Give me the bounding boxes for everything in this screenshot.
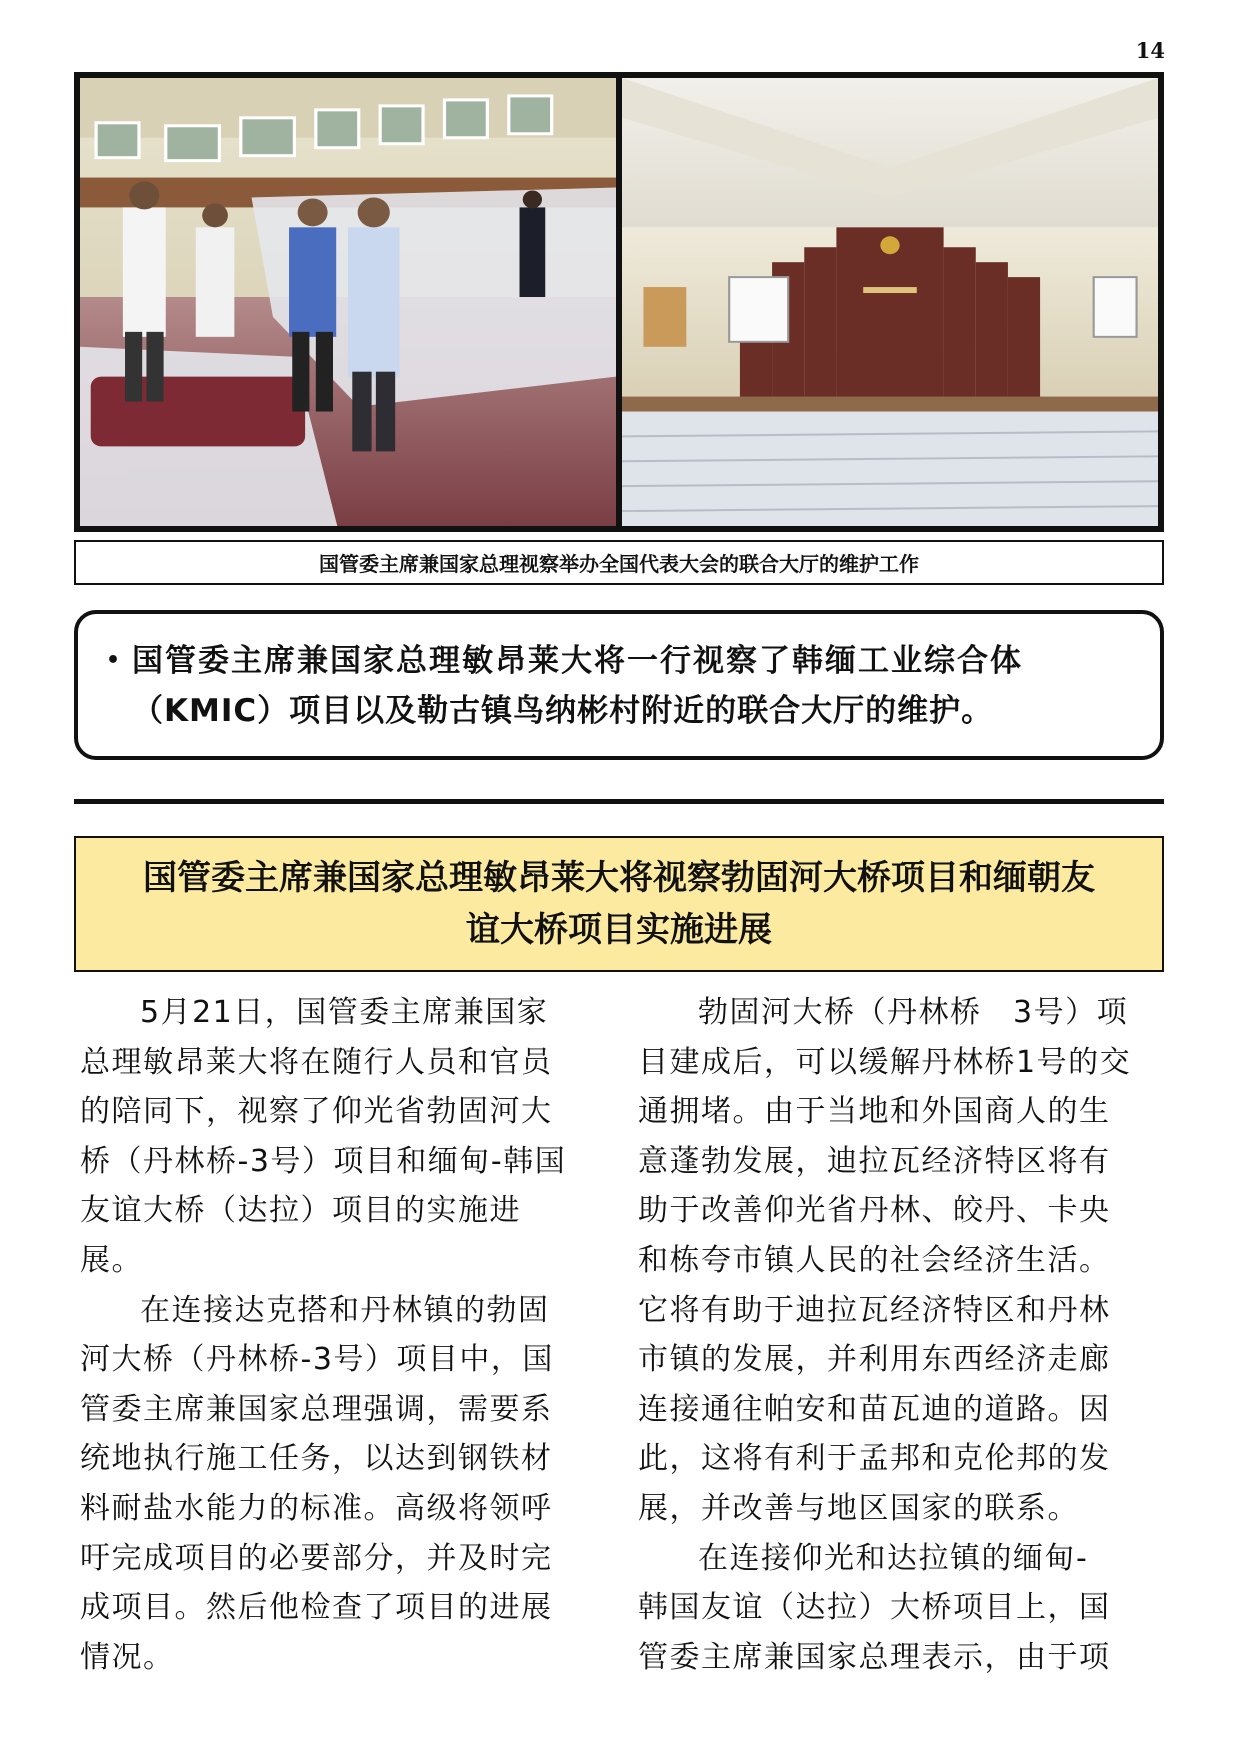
page-number: 14 bbox=[1135, 38, 1165, 63]
body-line: 成项目。然后他检查了项目的进展 bbox=[80, 1590, 553, 1626]
body-line: 在连接达克搭和丹林镇的勃固 bbox=[140, 1292, 550, 1328]
body-line: 管委主席兼国家总理强调，需要系 bbox=[80, 1391, 553, 1427]
body-line: 展。 bbox=[80, 1242, 143, 1278]
body-line: 和栋夸市镇人民的社会经济生活。 bbox=[638, 1242, 1111, 1278]
body-line: 勃固河大桥（丹林桥 3号）项 bbox=[698, 995, 1129, 1030]
body-line: 友谊大桥（达拉）项目的实施进 bbox=[80, 1193, 521, 1229]
body-line: 总理敏昂莱大将在随行人员和官员 bbox=[80, 1044, 553, 1080]
article-headline bbox=[74, 836, 1164, 972]
body-line: 韩国友谊（达拉）大桥项目上，国 bbox=[638, 1590, 1111, 1626]
body-line: 连接通往帕安和苗瓦迪的道路。因 bbox=[638, 1391, 1111, 1427]
headline-line-1: 国管委主席兼国家总理敏昂莱大将视察勃固河大桥项目和缅朝友 bbox=[143, 858, 1095, 898]
photo-icon bbox=[80, 78, 616, 526]
body-line: 桥（丹林桥-3号）项目和缅甸-韩国 bbox=[80, 1143, 567, 1179]
article-column-left bbox=[80, 988, 604, 1682]
photo-hall-stage bbox=[622, 78, 1158, 526]
body-line: 吁完成项目的必要部分，并及时完 bbox=[80, 1540, 553, 1576]
bullet-icon: • bbox=[105, 648, 123, 673]
headline-line-2: 谊大桥项目实施进展 bbox=[466, 910, 772, 950]
body-line: 管委主席兼国家总理表示，由于项 bbox=[638, 1639, 1111, 1675]
body-line: 统地执行施工任务，以达到钢铁材 bbox=[80, 1441, 553, 1477]
body-line: 在连接仰光和达拉镇的缅甸- bbox=[698, 1540, 1089, 1576]
body-line: 市镇的发展，并利用东西经济走廊 bbox=[638, 1342, 1111, 1378]
summary-line-1: 国管委主席兼国家总理敏昂莱大将一行视察了韩缅工业综合体 bbox=[132, 643, 1023, 679]
summary-box bbox=[74, 610, 1164, 760]
photo-caption: 国管委主席兼国家总理视察举办全国代表大会的联合大厅的维护工作 bbox=[74, 540, 1164, 585]
body-line: 河大桥（丹林桥-3号）项目中，国 bbox=[80, 1342, 554, 1378]
body-line: 意蓬勃发展，迪拉瓦经济特区将有 bbox=[638, 1143, 1111, 1179]
body-line: 5月21日，国管委主席兼国家 bbox=[140, 995, 549, 1030]
body-line: 助于改善仰光省丹林、皎丹、卡央 bbox=[638, 1193, 1111, 1229]
section-divider bbox=[74, 799, 1164, 804]
body-line: 目建成后，可以缓解丹林桥1号的交 bbox=[638, 1044, 1132, 1080]
body-line: 它将有助于迪拉瓦经济特区和丹林 bbox=[638, 1292, 1111, 1328]
photo-frame bbox=[74, 72, 1164, 532]
body-line: 的陪同下，视察了仰光省勃固河大 bbox=[80, 1094, 553, 1130]
photo-icon bbox=[622, 78, 1158, 526]
article-column-right bbox=[638, 988, 1162, 1682]
body-line: 此，这将有利于孟邦和克伦邦的发 bbox=[638, 1441, 1111, 1477]
body-line: 料耐盐水能力的标准。高级将领呼 bbox=[80, 1490, 553, 1526]
body-line: 展，并改善与地区国家的联系。 bbox=[638, 1490, 1079, 1526]
body-line: 情况。 bbox=[80, 1639, 175, 1675]
summary-line-2: （KMIC）项目以及勒古镇鸟纳彬村附近的联合大厅的维护。 bbox=[132, 693, 994, 729]
photo-inspection-group bbox=[80, 78, 616, 526]
body-line: 通拥堵。由于当地和外国商人的生 bbox=[638, 1094, 1111, 1130]
